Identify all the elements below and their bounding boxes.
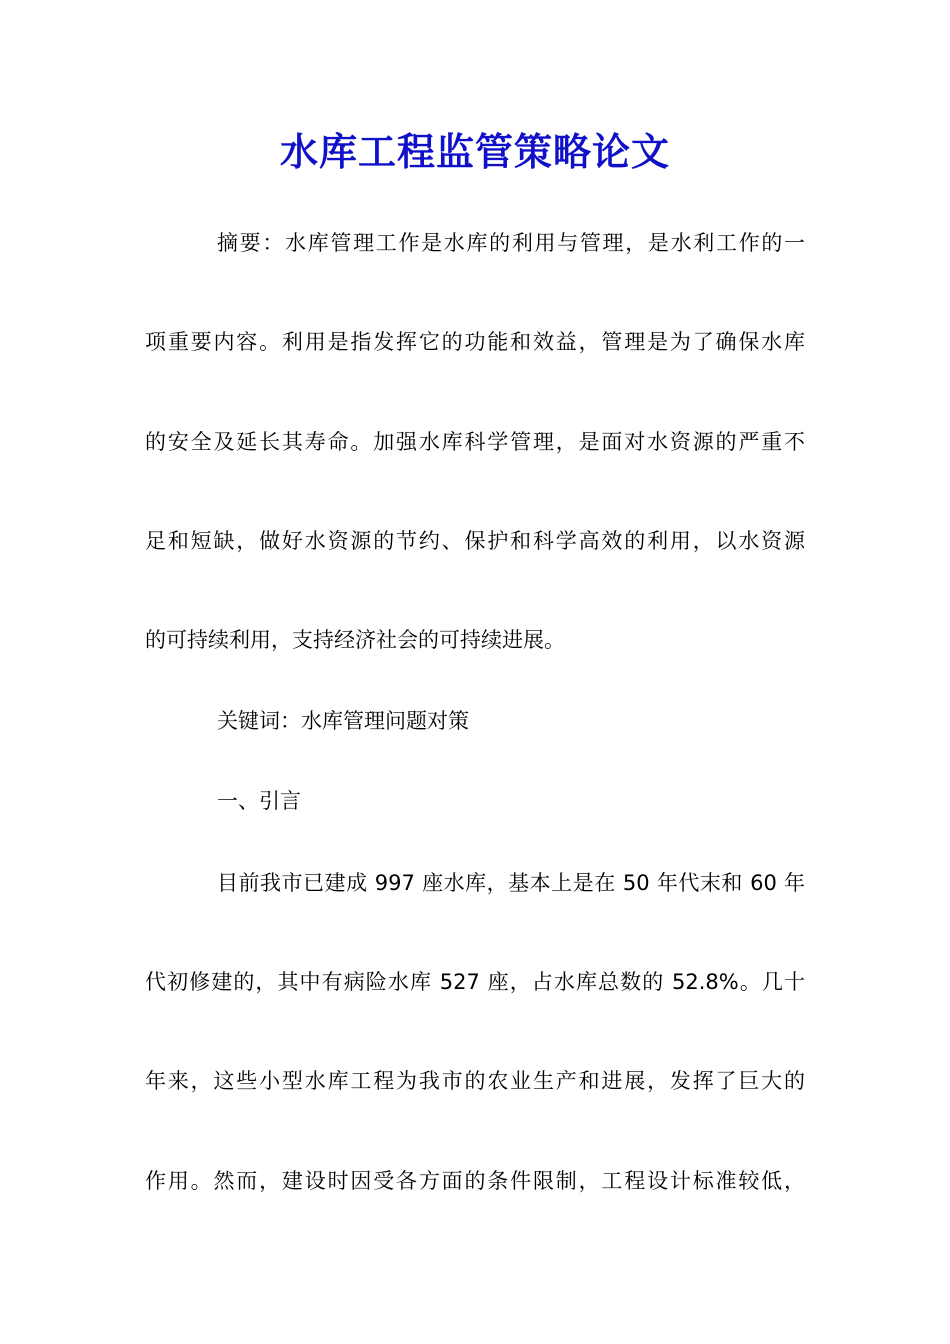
abstract-line-5: 的可持续利用，支持经济社会的可持续进展。: [145, 628, 565, 652]
abstract-line-1: 摘要：水库管理工作是水库的利用与管理，是水利工作的一: [217, 231, 805, 255]
abstract-line-2: 项重要内容。利用是指发挥它的功能和效益，管理是为了确保水库: [145, 330, 805, 354]
body-line-3: 年来，这些小型水库工程为我市的农业生产和进展，发挥了巨大的: [145, 1069, 805, 1093]
abstract-line-3: 的安全及延长其寿命。加强水库科学管理，是面对水资源的严重不: [145, 430, 805, 454]
body-line-4: 作用。然而，建设时因受各方面的条件限制，工程设计标准较低，: [145, 1169, 805, 1193]
document-title: 水库工程监管策略论文: [279, 130, 670, 174]
section-heading-introduction: 一、引言: [217, 789, 301, 813]
body-line-1: 目前我市已建成 997 座水库，基本上是在 50 年代末和 60 年: [217, 871, 805, 895]
body-line-2: 代初修建的，其中有病险水库 527 座，占水库总数的 52.8%。几十: [145, 970, 805, 994]
keywords-line: 关键词：水库管理问题对策: [217, 709, 469, 733]
abstract-line-4: 足和短缺，做好水资源的节约、保护和科学高效的利用，以水资源: [145, 529, 805, 553]
